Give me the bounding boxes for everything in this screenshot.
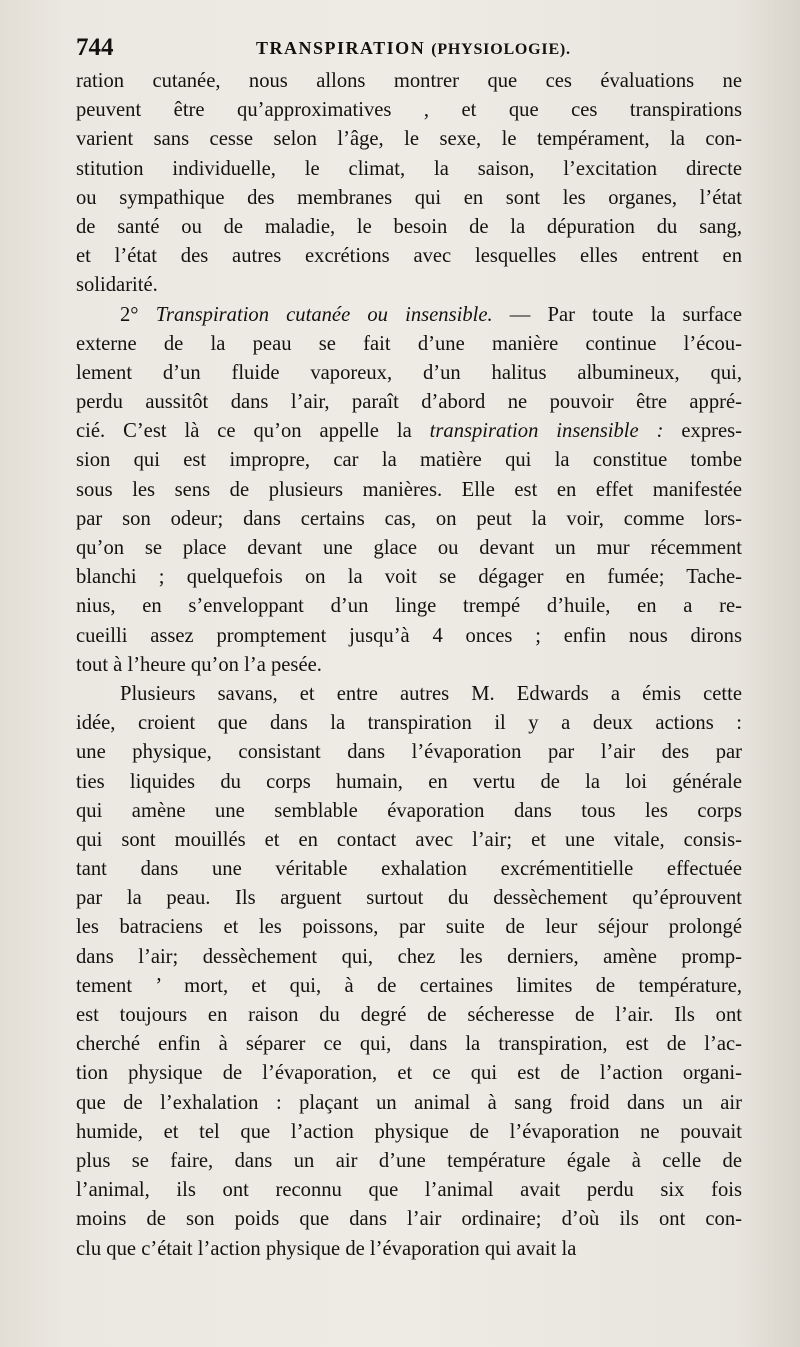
text-line: varient sans cesse selon l’âge, le sexe, le tempérament, la con- [76, 128, 742, 151]
text-line: plus se faire, dans un air d’une température égale à celle de [76, 1149, 742, 1172]
running-head-title: TRANSPIRATION [256, 38, 426, 58]
running-head-subtitle: (PHYSIOLOGIE). [431, 41, 571, 58]
text-line: l’animal, ils ont reconnu que l’animal avait perdu six fois [76, 1179, 742, 1202]
text-line: humide, et tel que l’action physique de l’évaporation ne pouvait [76, 1120, 742, 1143]
text-line: et l’état des autres excrétions avec lesquelles elles entrent en [76, 245, 742, 268]
text-line: ration cutanée, nous allons montrer que ces évaluations ne [76, 70, 742, 92]
text-line: par la peau. Ils arguent surtout du dessèchement qu’éprouvent [76, 887, 742, 910]
text-line: les batraciens et les poissons, par suite de leur séjour prolongé [76, 916, 742, 939]
text-line: que de l’exhalation : plaçant un animal à sang froid dans un air [76, 1091, 742, 1114]
text-line: ou sympathique des membranes qui en sont les organes, l’état [76, 186, 742, 209]
text-line: sion qui est impropre, car la matière qui la constitue tombe [76, 449, 742, 472]
body-text [76, 67, 742, 1264]
text-line: nius, en s’enveloppant d’un linge trempé d’huile, en a re- [76, 595, 742, 618]
text-line: par son odeur; dans certains cas, on peut la voir, comme lors- [76, 507, 742, 530]
text-line: tout à l’heure qu’on l’a pesée. [76, 653, 322, 676]
page-number: 744 [76, 34, 114, 61]
text-line: de santé ou de maladie, le besoin de la dépuration du sang, [76, 215, 742, 238]
text-line: moins de son poids que dans l’air ordinaire; d’où ils ont con- [76, 1208, 742, 1231]
text-line: dans l’air; dessèchement qui, chez les derniers, amène promp- [76, 945, 742, 968]
text-line: qui amène une semblable évaporation dans tous les corps [76, 799, 742, 822]
text-line: externe de la peau se fait d’une manière continue l’écou- [76, 332, 742, 355]
text-line: ties liquides du corps humain, en vertu de la loi générale [76, 770, 742, 793]
text-line: perdu aussitôt dans l’air, paraît d’abord ne pouvoir être appré- [76, 391, 742, 414]
text-line: tion physique de l’évaporation, et ce qui est de l’action organi- [76, 1062, 742, 1085]
text-line: blanchi ; quelquefois on la voit se dégager en fumée; Tache- [76, 566, 742, 589]
text-line: solidarité. [76, 274, 158, 297]
paragraph-1 [76, 67, 742, 301]
text-line: idée, croient que dans la transpiration il y a deux actions : [76, 712, 742, 735]
text-line: cherché enfin à séparer ce qui, dans la transpiration, est de l’ac- [76, 1033, 742, 1056]
text-line: tement ’ mort, et qui, à de certaines limites de température, [76, 974, 742, 997]
text-line: qu’on se place devant une glace ou devant un mur récemment [76, 537, 742, 559]
paragraph-3 [76, 680, 742, 1264]
text-line: qui sont mouillés et en contact avec l’air; et une vitale, consis- [76, 828, 742, 851]
text-line: cié. C’est là ce qu’on appelle la transpiration insensible : expres- [76, 420, 742, 443]
text-line: cueilli assez promptement jusqu’à 4 onces ; enfin nous dirons [76, 624, 742, 647]
text-line: sous les sens de plusieurs manières. Elle est en effet manifestée [76, 478, 742, 501]
paragraph-2 [76, 301, 742, 680]
text-line: Plusieurs savans, et entre autres M. Edwards a émis cette [120, 682, 742, 705]
text-line: une physique, consistant dans l’évaporation par l’air des par [76, 741, 742, 764]
text-line: 2° Transpiration cutanée ou insensible. — Par toute la surface [120, 303, 742, 326]
running-head [256, 38, 571, 59]
text-line: lement d’un fluide vaporeux, d’un halitus albumineux, qui, [76, 361, 742, 384]
text-line: stitution individuelle, le climat, la saison, l’excitation directe [76, 157, 742, 180]
text-line: est toujours en raison du degré de sécheresse de l’air. Ils ont [76, 1004, 742, 1026]
text-line: tant dans une véritable exhalation excrémentitielle effectuée [76, 858, 742, 881]
text-line: clu que c’était l’action physique de l’évaporation qui avait la [76, 1237, 577, 1260]
text-line: peuvent être qu’approximatives , et que ces transpirations [76, 99, 742, 122]
page-header [76, 34, 756, 68]
